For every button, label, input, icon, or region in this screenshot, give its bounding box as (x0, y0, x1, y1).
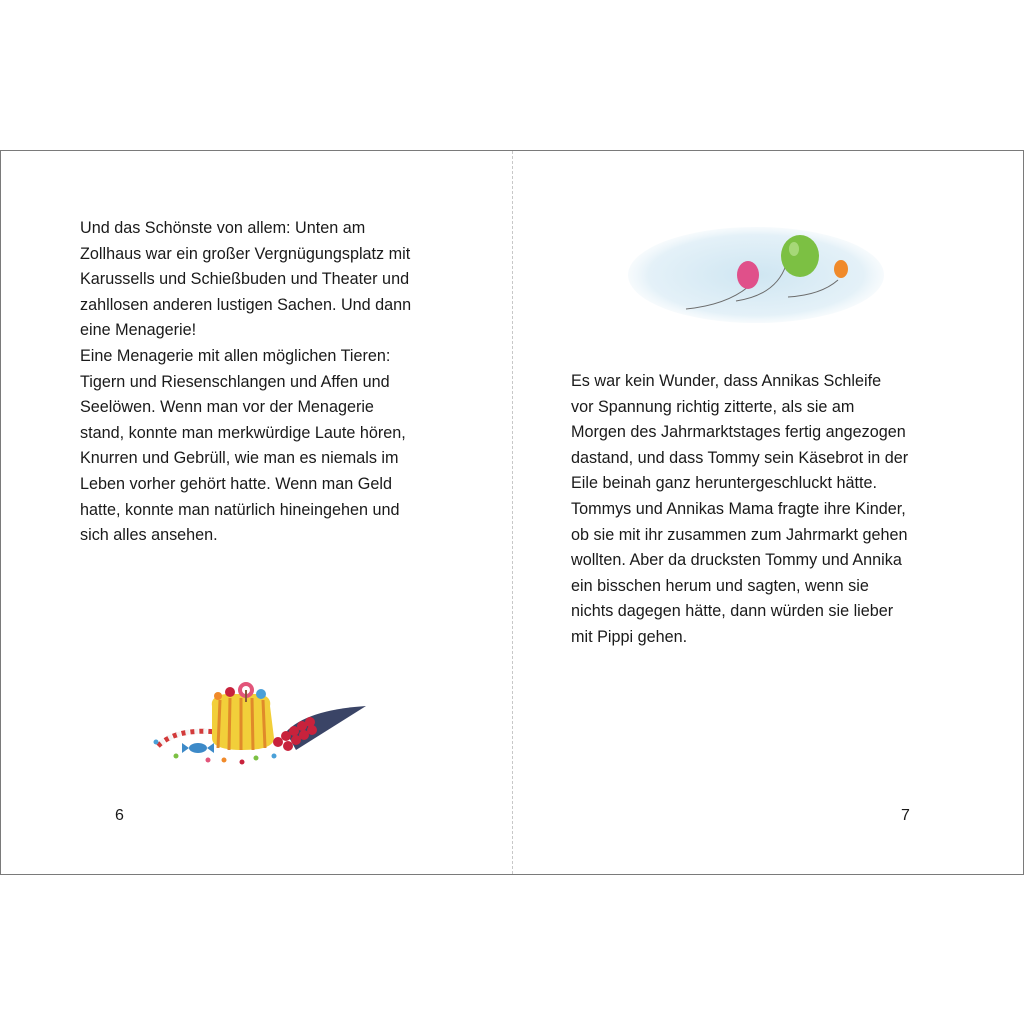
text-line: ein bisschen herum und sagten, wenn sie (571, 576, 869, 595)
sweets-illustration (146, 676, 371, 776)
text-line: stand, konnte man merkwürdige Laute hören, (80, 423, 406, 442)
left-page-text (80, 216, 411, 549)
text-line: Leben vorher gehört hatte. Wenn man Geld (80, 474, 392, 493)
text-line: nichts dagegen hätte, dann würden sie lieber (571, 602, 894, 621)
page-fold-divider (512, 151, 513, 874)
text-line: Tommys und Annikas Mama fragte ihre Kinder, (571, 499, 906, 518)
text-line: Zollhaus war ein großer Vergnügungsplatz mit (80, 244, 411, 263)
page-number-right: 7 (901, 807, 910, 824)
text-line: sich alles ansehen. (80, 526, 218, 545)
balloons-illustration (626, 225, 886, 335)
text-line: ob sie mit ihr zusammen zum Jahrmarkt gehen (571, 525, 908, 544)
text-line: Karussells und Schießbuden und Theater und (80, 270, 410, 289)
text-line: Und das Schönste von allem: Unten am (80, 219, 366, 237)
book-spread (0, 150, 1024, 875)
text-line: Eile beinah ganz heruntergeschluckt hätte. (571, 474, 877, 493)
text-line: Eine Menagerie mit allen möglichen Tieren: (80, 346, 391, 365)
right-page-text (571, 369, 908, 651)
text-line: Seelöwen. Wenn man vor der Menagerie (80, 398, 374, 417)
text-line: eine Menagerie! (80, 321, 197, 340)
text-line: Es war kein Wunder, dass Annikas Schleife (571, 372, 882, 390)
text-line: zahllosen anderen lustigen Sachen. Und dann (80, 295, 412, 314)
text-line: Tigern und Riesenschlangen und Affen und (80, 372, 390, 391)
text-line: vor Spannung richtig zitterte, als sie am (571, 397, 855, 416)
text-line: Knurren und Gebrüll, wie man es niemals im (80, 449, 399, 468)
text-line: wollten. Aber da drucksten Tommy und Annika (571, 551, 902, 570)
text-line: hatte, konnte man natürlich hineingehen und (80, 500, 400, 519)
text-line: dastand, und dass Tommy sein Käsebrot in der (571, 448, 909, 467)
text-line: mit Pippi gehen. (571, 627, 688, 646)
text-line: Morgen des Jahrmarktstages fertig angezogen (571, 423, 906, 442)
page-number-left: 6 (115, 807, 124, 824)
